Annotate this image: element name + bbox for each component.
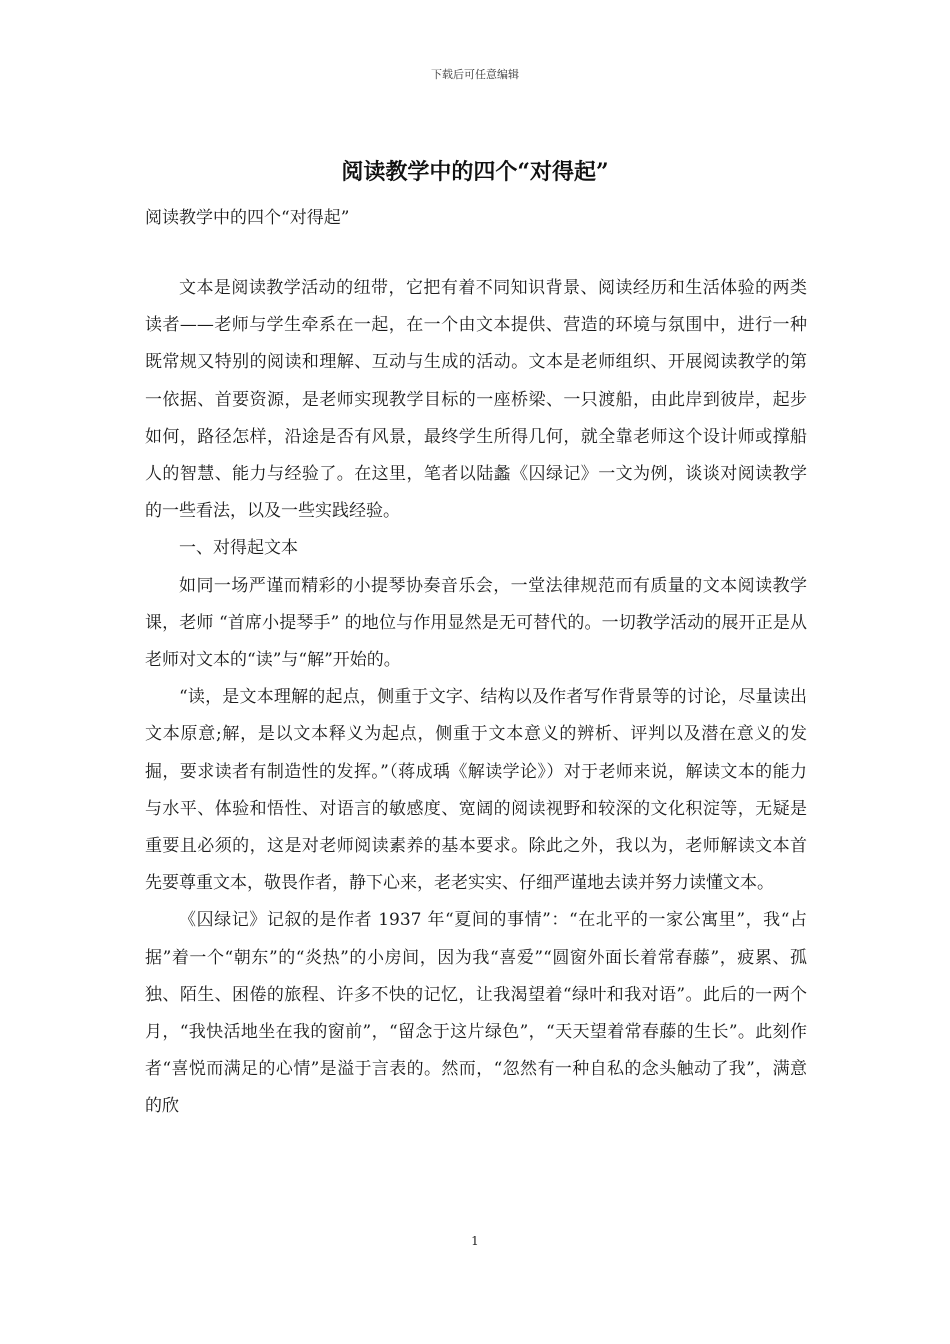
document-subtitle: 阅读教学中的四个“对得起” bbox=[145, 208, 350, 228]
page-number: 1 bbox=[471, 1234, 479, 1248]
paragraph-quote: “读，是文本理解的起点，侧重于文字、结构以及作者写作背景等的讨论，尽量读出文本原意;解，是以文本释义为起点，侧重于文本意义的辨析、评判以及潜在意义的发掘，要求读者有制造性的发挥。”（蒋成瑀《解读学论》）对于老师来说，解读文本的能力与水平、体验和悟性、对语言的敏感度、宽阔的阅读视野和较深的文化积淀等，无疑是重要且必须的，这是对老师阅读素养的基本要求。除此之外，我以为，老师解读文本首先要尊重文本，敬畏作者，静下心来，老老实实、仔细严谨地去读并努力读懂文本。 bbox=[145, 687, 807, 894]
page-header-note: 下载后可任意编辑 bbox=[431, 68, 519, 81]
paragraph: 《囚绿记》记叙的是作者 1937 年“夏间的事情”：“在北平的一家公寓里”，我“占据”着一个“朝东”的“炎热”的小房间，因为我“喜爱”“圆窗外面长着常春藤”，疲累、孤独、陌生、困倦的旅程、许多不快的记忆，让我渴望着“绿叶和我对语”。此后的一两个月，“我快活地坐在我的窗前”，“留念于这片绿色”，“天天望着常春藤的生长”。此刻作者“喜悦而满足的心情”是溢于言表的。然而，“忽然有一种自私的念头触动了我”，满意的欣 bbox=[145, 910, 807, 1117]
section-heading: 一、对得起文本 bbox=[179, 538, 298, 559]
paragraph: 如同一场严谨而精彩的小提琴协奏音乐会，一堂法律规范而有质量的文本阅读教学课，老师 “首席小提琴手” 的地位与作用显然是无可替代的。一切教学活动的展开正是从老师对文本的“读”与“解”开始的。 bbox=[145, 575, 807, 671]
paragraph-intro: 文本是阅读教学活动的纽带，它把有着不同知识背景、阅读经历和生活体验的两类读者——老师与学生牵系在一起，在一个由文本提供、营造的环境与氛围中，进行一种既常规又特别的阅读和理解、互动与生成的活动。文本是老师组织、开展阅读教学的第一依据、首要资源，是老师实现教学目标的一座桥梁、一只渡船，由此岸到彼岸，起步如何，路径怎样，沿途是否有风景，最终学生所得几何，就全靠老师这个设计师或撑船人的智慧、能力与经验了。在这里，笔者以陆蠡《囚绿记》一文为例，谈谈对阅读教学的一些看法，以及一些实践经验。 bbox=[145, 278, 807, 522]
document-title: 阅读教学中的四个“对得起” bbox=[341, 159, 609, 185]
document-body bbox=[145, 270, 807, 1126]
